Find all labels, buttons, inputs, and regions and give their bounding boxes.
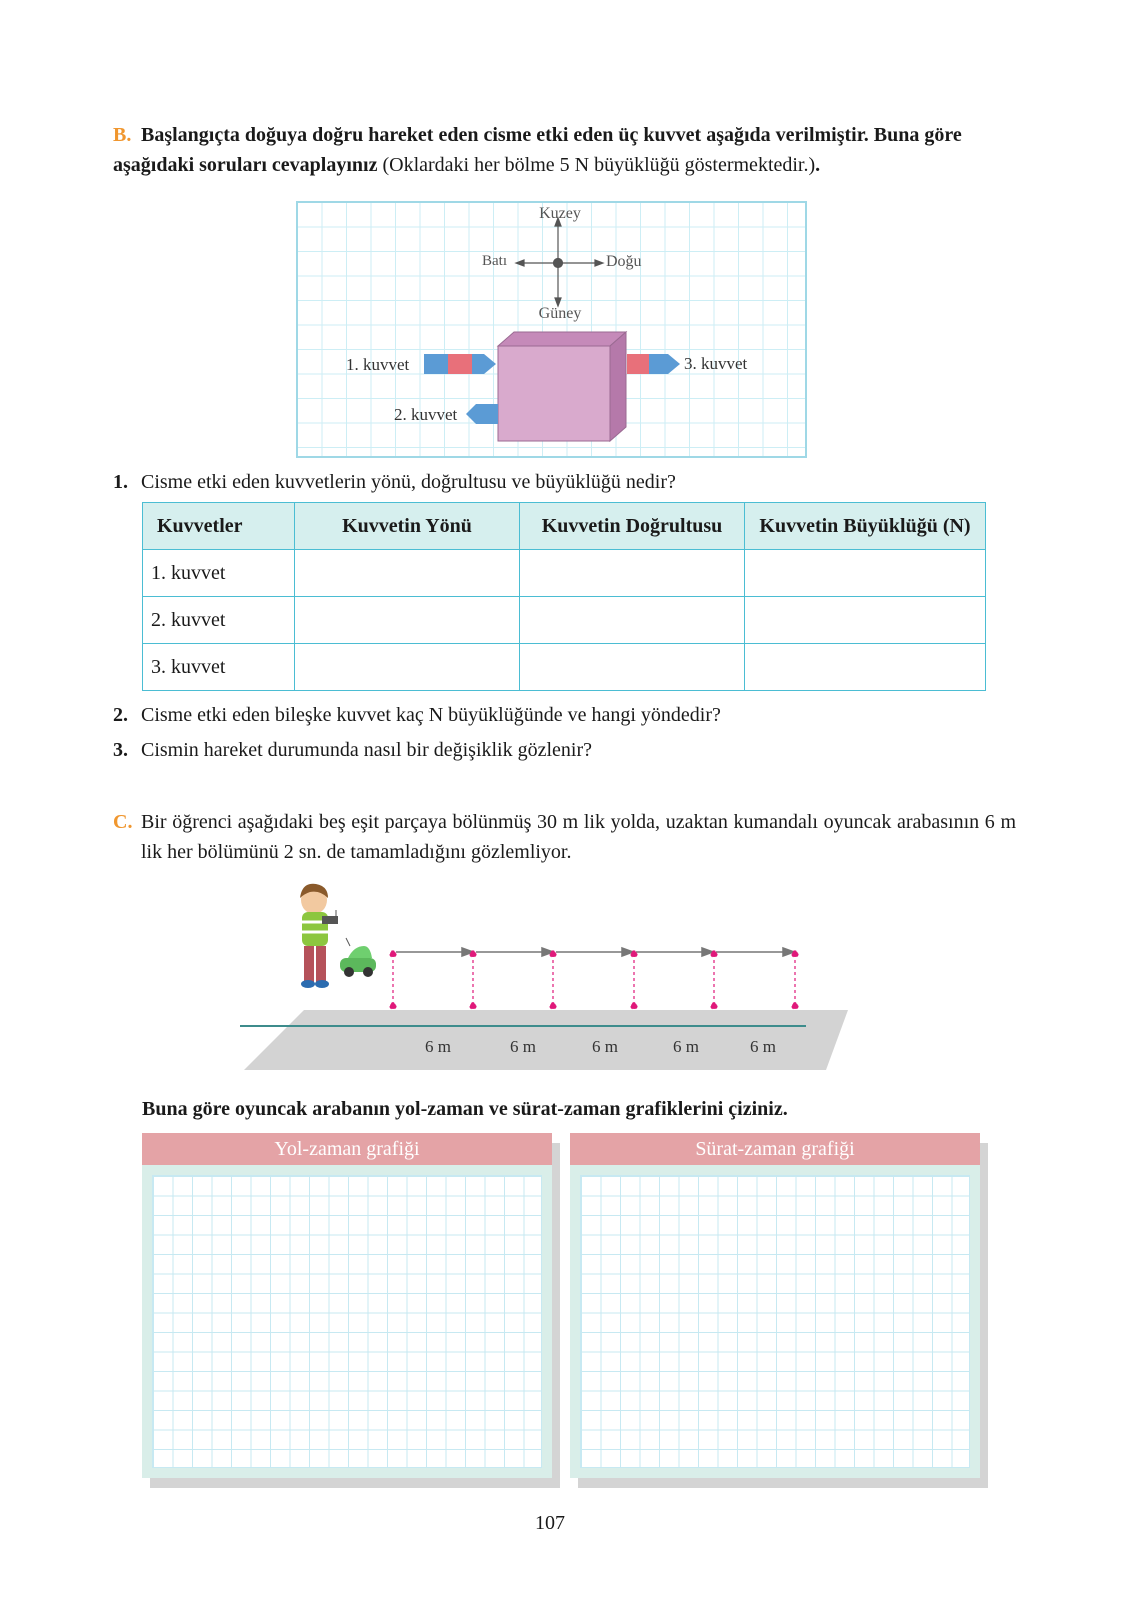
object-box (498, 332, 626, 441)
force-2-arrow (466, 404, 498, 424)
distance-time-grid[interactable] (152, 1175, 542, 1468)
force-1-label: 1. kuvvet (346, 355, 410, 374)
force-1-arrow (424, 354, 496, 374)
section-c-letter: C. (113, 811, 133, 833)
section-b-intro-note: (Oklardaki her bölme 5 N büyüklüğü göstermektedir.) (382, 154, 816, 176)
section-b-intro-end: . (815, 154, 821, 176)
compass-east-label: Doğu (606, 253, 642, 270)
question-2-number: 2. (113, 704, 128, 726)
question-2-text: Cisme etki eden bileşke kuvvet kaç N büyüklüğünde ve hangi yöndedir? (141, 704, 721, 726)
segment-label-3: 6 m (592, 1037, 618, 1056)
table-cell-line[interactable] (520, 644, 745, 691)
segment-label-1: 6 m (425, 1037, 451, 1056)
toy-car (340, 938, 376, 977)
question-1-number: 1. (113, 471, 128, 493)
graph-instruction: Buna göre oyuncak arabanın yol-zaman ve sürat-zaman grafiklerini çiziniz. (142, 1098, 788, 1120)
section-c-text: Bir öğrenci aşağıdaki beş eşit parçaya bölünmüş 30 m lik yolda, uzaktan kumandalı oyuncak arabasının 6 m lik her bölümünü 2 sn. de tamamladığını gözlemliyor. (141, 811, 1016, 863)
compass-north-label: Kuzey (539, 205, 581, 222)
force-2-label: 2. kuvvet (394, 405, 458, 424)
table-cell-direction[interactable] (295, 550, 520, 597)
table-row (143, 550, 986, 597)
table-row-label: 2. kuvvet (143, 597, 295, 644)
table-header-row (143, 503, 986, 550)
segment-label-4: 6 m (673, 1037, 699, 1056)
table-header-direction: Kuvvetin Yönü (295, 503, 520, 550)
segment-label-5: 6 m (750, 1037, 776, 1056)
table-row-label: 3. kuvvet (143, 644, 295, 691)
table-cell-line[interactable] (520, 597, 745, 644)
section-b-intro-bold: Başlangıçta doğuya doğru hareket eden cisme etki eden üç kuvvet aşağıda verilmiştir. Buna göre aşağıdaki soruları cevaplayınız (113, 124, 962, 176)
compass-south-label: Güney (538, 305, 582, 322)
compass (516, 218, 603, 306)
distance-markers (390, 951, 798, 1009)
table-header-line: Kuvvetin Doğrultusu (520, 503, 745, 550)
force-diagram-drawing (296, 201, 807, 458)
table-cell-direction[interactable] (295, 597, 520, 644)
question-3-number: 3. (113, 739, 128, 761)
table-header-forces: Kuvvetler (143, 503, 295, 550)
table-cell-magnitude[interactable] (745, 597, 986, 644)
distance-time-graph-title: Yol-zaman grafiği (142, 1133, 552, 1165)
table-row (143, 597, 986, 644)
question-3-text: Cismin hareket durumunda nasıl bir değişiklik gözlenir? (141, 739, 593, 761)
table-cell-line[interactable] (520, 550, 745, 597)
table-cell-direction[interactable] (295, 644, 520, 691)
speed-time-graph (570, 1133, 980, 1478)
force-3-label: 3. kuvvet (684, 354, 748, 373)
question-1-text: Cisme etki eden kuvvetlerin yönü, doğrultusu ve büyüklüğü nedir? (141, 471, 676, 493)
question-2 (113, 700, 721, 730)
motion-arrows (396, 948, 794, 956)
compass-west-label: Batı (482, 253, 507, 269)
table-row (143, 644, 986, 691)
question-1 (113, 467, 676, 497)
section-b-letter: B. (113, 124, 132, 146)
speed-time-graph-title: Sürat-zaman grafiği (570, 1133, 980, 1165)
question-3 (113, 735, 592, 765)
table-cell-magnitude[interactable] (745, 644, 986, 691)
section-b-intro (113, 120, 993, 180)
table-cell-magnitude[interactable] (745, 550, 986, 597)
table-row-label: 1. kuvvet (143, 550, 295, 597)
section-c-intro (113, 807, 1016, 867)
child-figure (300, 884, 338, 988)
table-header-magnitude: Kuvvetin Büyüklüğü (N) (745, 503, 986, 550)
page-number: 107 (535, 1512, 565, 1534)
distance-time-graph (142, 1133, 552, 1478)
segment-label-2: 6 m (510, 1037, 536, 1056)
force-3-arrow (627, 354, 680, 374)
speed-time-grid[interactable] (580, 1175, 970, 1468)
forces-table (142, 502, 986, 691)
